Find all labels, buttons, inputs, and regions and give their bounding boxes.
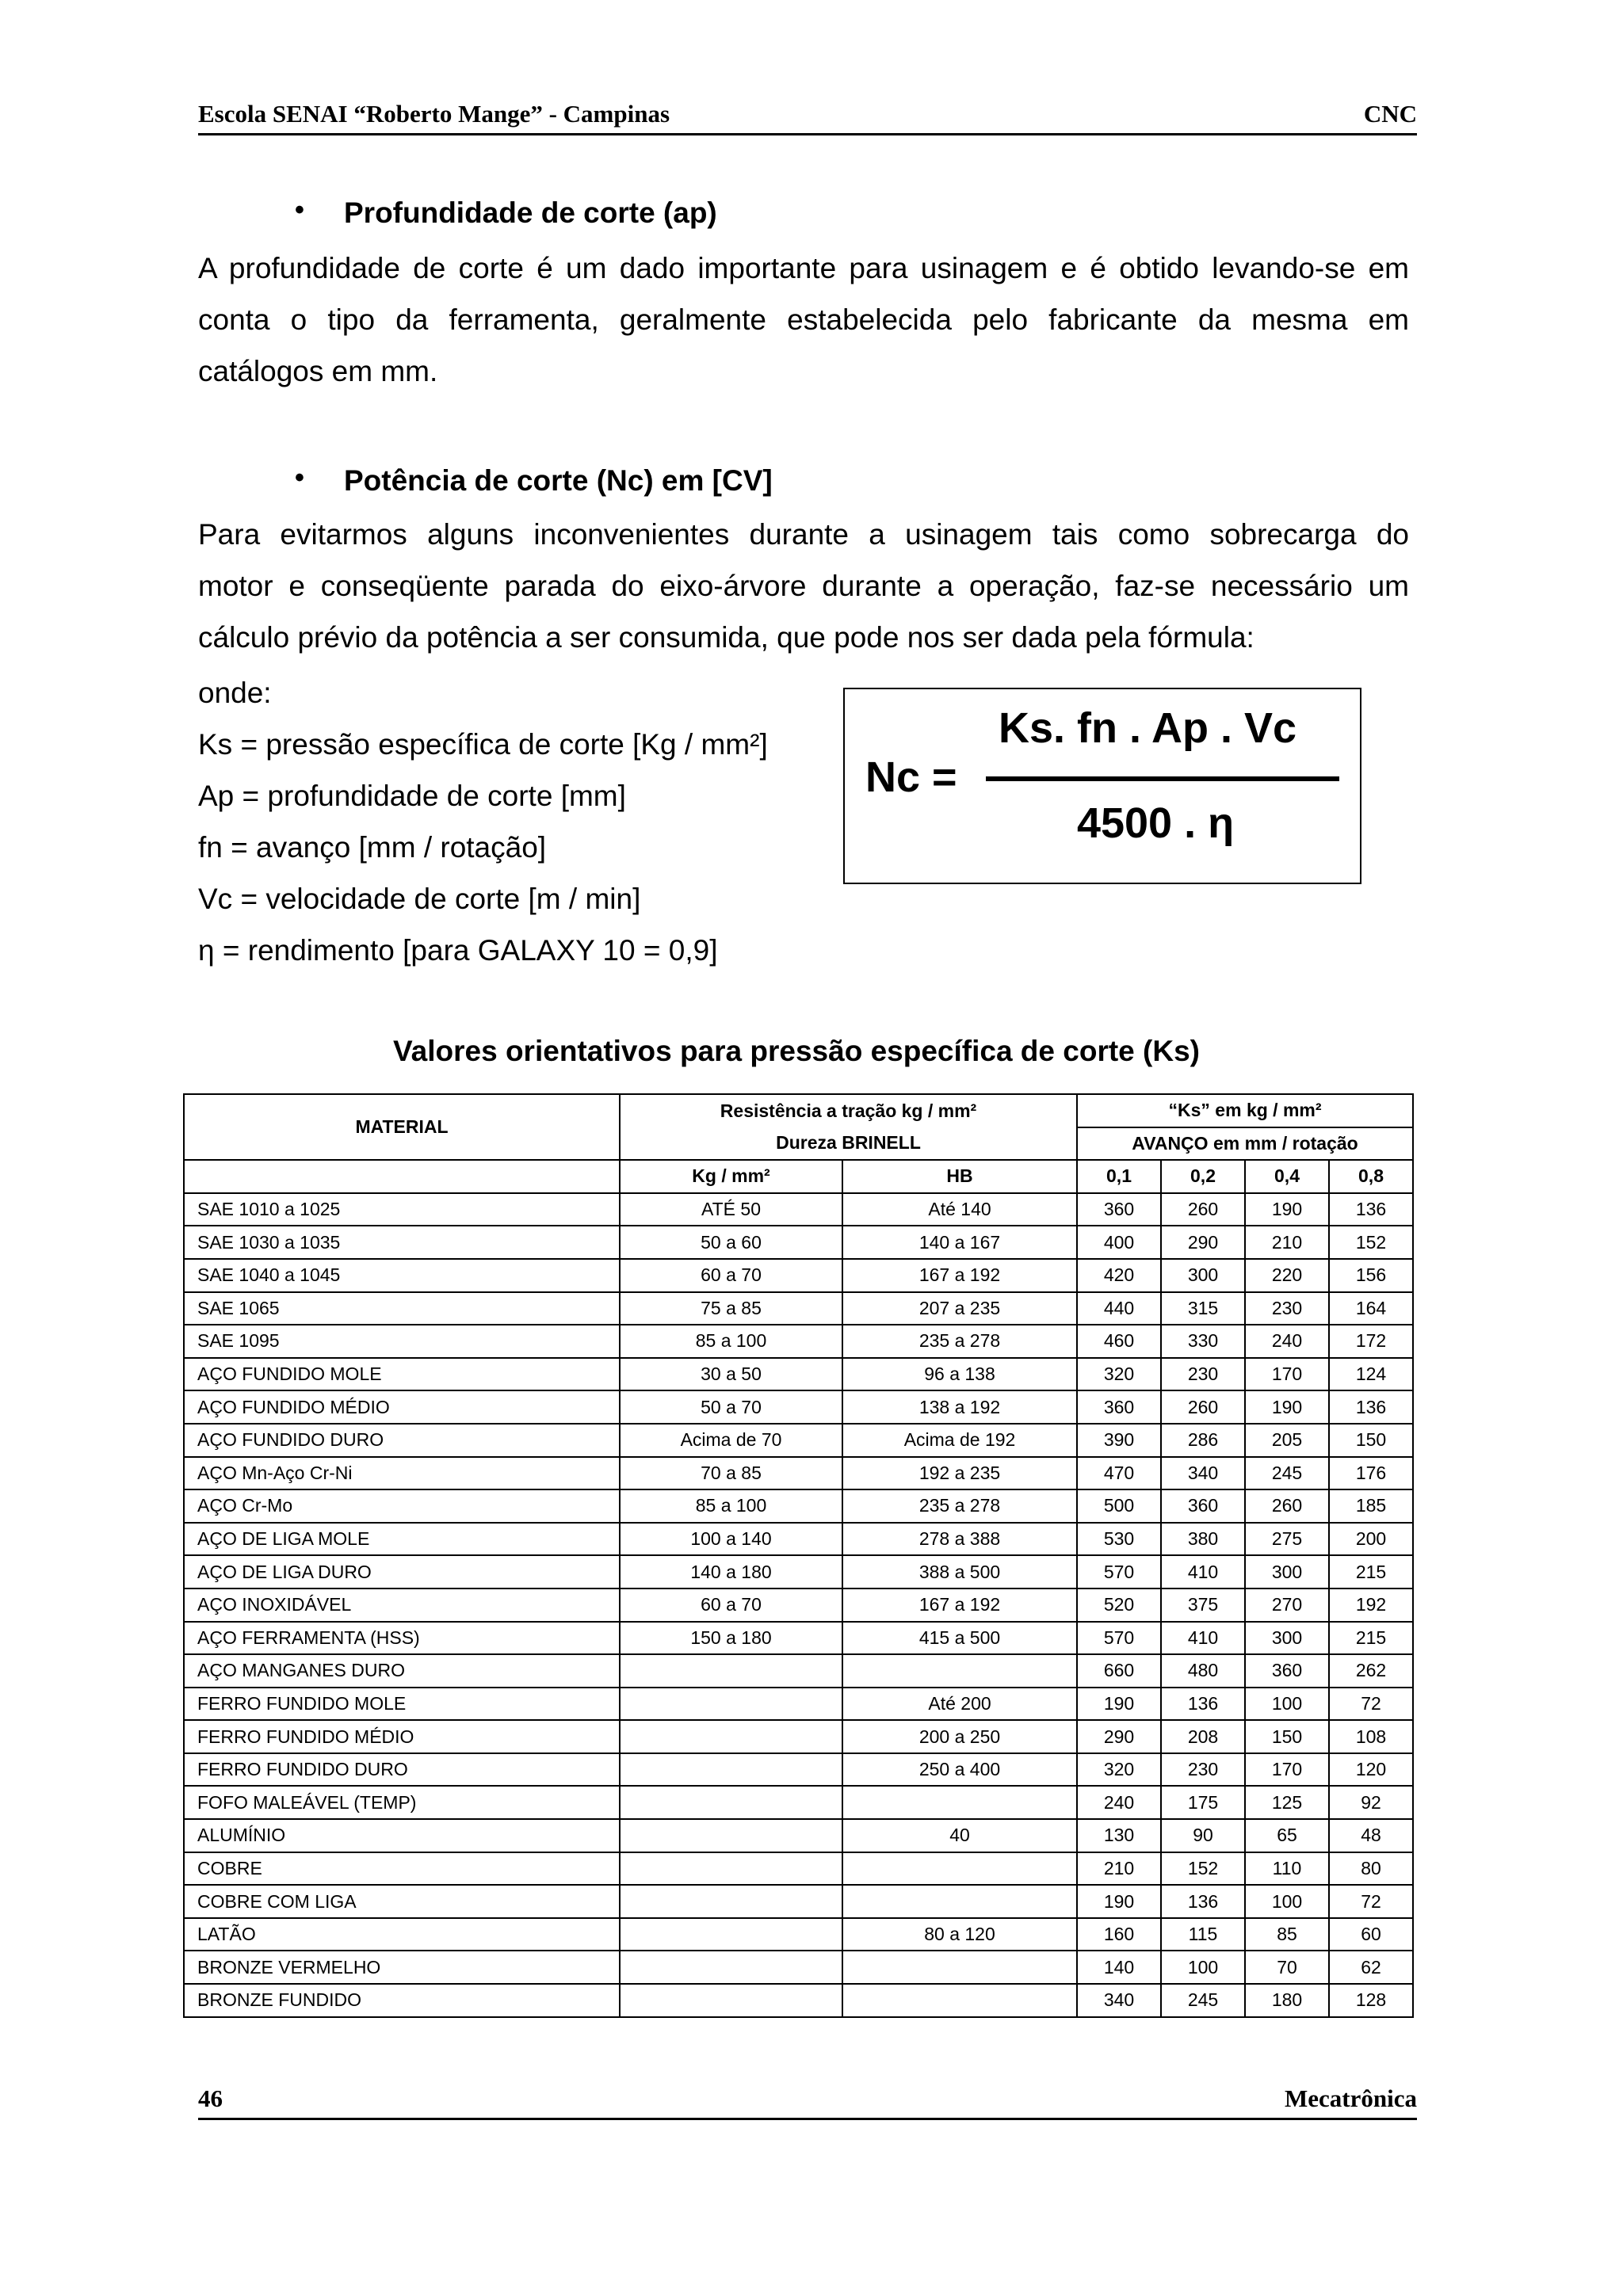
table-row xyxy=(184,1325,1413,1358)
table-row xyxy=(184,1688,1413,1721)
value-cell: 140 a 167 xyxy=(842,1226,1077,1259)
value-cell: 215 xyxy=(1329,1555,1413,1589)
table-row xyxy=(184,1885,1413,1918)
table-row xyxy=(184,1819,1413,1852)
value-cell: 360 xyxy=(1077,1193,1161,1226)
value-cell: 48 xyxy=(1329,1819,1413,1852)
value-cell: 380 xyxy=(1161,1523,1245,1556)
value-cell: 172 xyxy=(1329,1325,1413,1358)
value-cell: Acima de 192 xyxy=(842,1424,1077,1457)
material-cell: FERRO FUNDIDO DURO xyxy=(184,1753,620,1787)
value-cell xyxy=(842,1852,1077,1886)
value-cell: 160 xyxy=(1077,1918,1161,1951)
value-cell: 180 xyxy=(1245,1984,1329,2017)
value-cell: 660 xyxy=(1077,1654,1161,1688)
value-cell: 110 xyxy=(1245,1852,1329,1886)
ks-table xyxy=(183,1093,1414,2018)
definitions-list xyxy=(198,667,768,976)
table-row xyxy=(184,1654,1413,1688)
value-cell: 415 a 500 xyxy=(842,1622,1077,1655)
value-cell: 275 xyxy=(1245,1523,1329,1556)
value-cell: 262 xyxy=(1329,1654,1413,1688)
table-header-row xyxy=(184,1160,1413,1193)
value-cell: 100 xyxy=(1161,1951,1245,1984)
value-cell: 62 xyxy=(1329,1951,1413,1984)
material-cell: COBRE COM LIGA xyxy=(184,1885,620,1918)
table-row xyxy=(184,1951,1413,1984)
paragraph-profundidade xyxy=(198,242,1409,397)
header-resistencia: Resistência a tração kg / mm² xyxy=(620,1094,1077,1127)
material-cell: SAE 1095 xyxy=(184,1325,620,1358)
value-cell: 190 xyxy=(1077,1688,1161,1721)
value-cell: 207 a 235 xyxy=(842,1292,1077,1325)
header-feed-0-1: 0,1 xyxy=(1077,1160,1161,1193)
formula-numerator: Ks. fn . Ap . Vc xyxy=(998,704,1297,752)
value-cell: 170 xyxy=(1245,1753,1329,1787)
value-cell: 108 xyxy=(1329,1720,1413,1753)
value-cell: 290 xyxy=(1161,1226,1245,1259)
material-cell: SAE 1010 a 1025 xyxy=(184,1193,620,1226)
value-cell: 60 xyxy=(1329,1918,1413,1951)
paragraph-line: catálogos em mm. xyxy=(198,355,438,387)
value-cell: 230 xyxy=(1161,1358,1245,1391)
formula-denominator: 4500 . η xyxy=(1076,799,1235,847)
section-heading-profundidade xyxy=(295,195,717,230)
value-cell: 80 a 120 xyxy=(842,1918,1077,1951)
value-cell xyxy=(620,1918,842,1951)
value-cell: 500 xyxy=(1077,1489,1161,1523)
material-cell: AÇO FUNDIDO MOLE xyxy=(184,1358,620,1391)
value-cell: 96 a 138 xyxy=(842,1358,1077,1391)
material-cell: SAE 1040 a 1045 xyxy=(184,1259,620,1292)
table-row xyxy=(184,1523,1413,1556)
paragraph-line: Para evitarmos alguns inconvenientes durante a usinagem tais como sobrecarga do xyxy=(198,518,1409,551)
value-cell: 136 xyxy=(1329,1193,1413,1226)
definition-item: onde: xyxy=(198,677,272,709)
value-cell xyxy=(620,1852,842,1886)
value-cell: 420 xyxy=(1077,1259,1161,1292)
section-title: Potência de corte (Nc) em [CV] xyxy=(344,464,773,497)
value-cell: 315 xyxy=(1161,1292,1245,1325)
value-cell: 208 xyxy=(1161,1720,1245,1753)
value-cell: 320 xyxy=(1077,1753,1161,1787)
value-cell: 210 xyxy=(1245,1226,1329,1259)
header-school: Escola SENAI “Roberto Mange” - Campinas xyxy=(198,100,670,128)
table-row xyxy=(184,1555,1413,1589)
value-cell: ATÉ 50 xyxy=(620,1193,842,1226)
value-cell: 235 a 278 xyxy=(842,1325,1077,1358)
material-cell: AÇO Cr-Mo xyxy=(184,1489,620,1523)
material-cell: LATÃO xyxy=(184,1918,620,1951)
value-cell: 230 xyxy=(1161,1753,1245,1787)
material-cell: FOFO MALEÁVEL (TEMP) xyxy=(184,1786,620,1819)
value-cell: 152 xyxy=(1161,1852,1245,1886)
material-cell: AÇO MANGANES DURO xyxy=(184,1654,620,1688)
table-row xyxy=(184,1390,1413,1424)
header-ks: “Ks” em kg / mm² xyxy=(1077,1094,1413,1127)
value-cell: 92 xyxy=(1329,1786,1413,1819)
formula-box xyxy=(843,688,1361,884)
value-cell: 360 xyxy=(1245,1654,1329,1688)
value-cell: 150 a 180 xyxy=(620,1622,842,1655)
value-cell: 128 xyxy=(1329,1984,1413,2017)
value-cell: 260 xyxy=(1161,1390,1245,1424)
table-row xyxy=(184,1424,1413,1457)
value-cell: 140 a 180 xyxy=(620,1555,842,1589)
value-cell: 136 xyxy=(1161,1885,1245,1918)
table-row xyxy=(184,1984,1413,2017)
value-cell: 388 a 500 xyxy=(842,1555,1077,1589)
value-cell xyxy=(620,1984,842,2017)
value-cell: 60 a 70 xyxy=(620,1259,842,1292)
value-cell xyxy=(620,1720,842,1753)
table-row xyxy=(184,1622,1413,1655)
value-cell xyxy=(842,1885,1077,1918)
value-cell: 70 a 85 xyxy=(620,1457,842,1490)
value-cell: 200 a 250 xyxy=(842,1720,1077,1753)
value-cell: 175 xyxy=(1161,1786,1245,1819)
material-cell: AÇO FERRAMENTA (HSS) xyxy=(184,1622,620,1655)
value-cell: 470 xyxy=(1077,1457,1161,1490)
value-cell: 60 a 70 xyxy=(620,1589,842,1622)
header-feed-0-2: 0,2 xyxy=(1161,1160,1245,1193)
material-cell: AÇO INOXIDÁVEL xyxy=(184,1589,620,1622)
header-feed-0-4: 0,4 xyxy=(1245,1160,1329,1193)
table-row xyxy=(184,1786,1413,1819)
material-cell: SAE 1030 a 1035 xyxy=(184,1226,620,1259)
value-cell: 115 xyxy=(1161,1918,1245,1951)
value-cell: 120 xyxy=(1329,1753,1413,1787)
value-cell: 100 a 140 xyxy=(620,1523,842,1556)
value-cell: 170 xyxy=(1245,1358,1329,1391)
header-feed-0-8: 0,8 xyxy=(1329,1160,1413,1193)
material-cell: AÇO Mn-Aço Cr-Ni xyxy=(184,1457,620,1490)
paragraph-potencia xyxy=(198,509,1409,663)
value-cell: 240 xyxy=(1245,1325,1329,1358)
value-cell: Até 200 xyxy=(842,1688,1077,1721)
value-cell: 360 xyxy=(1077,1390,1161,1424)
value-cell: 167 a 192 xyxy=(842,1589,1077,1622)
value-cell: 480 xyxy=(1161,1654,1245,1688)
value-cell: 167 a 192 xyxy=(842,1259,1077,1292)
value-cell: 72 xyxy=(1329,1885,1413,1918)
page-number: 46 xyxy=(198,2084,223,2112)
value-cell: 570 xyxy=(1077,1622,1161,1655)
value-cell xyxy=(842,1786,1077,1819)
value-cell: 130 xyxy=(1077,1819,1161,1852)
value-cell: 100 xyxy=(1245,1885,1329,1918)
table-row xyxy=(184,1457,1413,1490)
value-cell: 245 xyxy=(1245,1457,1329,1490)
value-cell: 50 a 60 xyxy=(620,1226,842,1259)
value-cell: 70 xyxy=(1245,1951,1329,1984)
value-cell: 410 xyxy=(1161,1622,1245,1655)
value-cell: 440 xyxy=(1077,1292,1161,1325)
material-cell: BRONZE FUNDIDO xyxy=(184,1984,620,2017)
table-title: Valores orientativos para pressão específica de corte (Ks) xyxy=(393,1035,1200,1067)
value-cell: 75 a 85 xyxy=(620,1292,842,1325)
paragraph-line: motor e conseqüente parada do eixo-árvore durante a operação, faz-se necessário um xyxy=(198,570,1409,602)
value-cell: 205 xyxy=(1245,1424,1329,1457)
value-cell: 65 xyxy=(1245,1819,1329,1852)
value-cell: 72 xyxy=(1329,1688,1413,1721)
value-cell: 290 xyxy=(1077,1720,1161,1753)
value-cell xyxy=(620,1654,842,1688)
value-cell: 156 xyxy=(1329,1259,1413,1292)
material-cell: FERRO FUNDIDO MÉDIO xyxy=(184,1720,620,1753)
value-cell: 210 xyxy=(1077,1852,1161,1886)
value-cell: 50 a 70 xyxy=(620,1390,842,1424)
value-cell: 190 xyxy=(1245,1193,1329,1226)
value-cell: 152 xyxy=(1329,1226,1413,1259)
value-cell: 375 xyxy=(1161,1589,1245,1622)
value-cell xyxy=(620,1819,842,1852)
table-row xyxy=(184,1753,1413,1787)
table-row xyxy=(184,1852,1413,1886)
value-cell: 286 xyxy=(1161,1424,1245,1457)
value-cell: 530 xyxy=(1077,1523,1161,1556)
value-cell: 390 xyxy=(1077,1424,1161,1457)
header-avanco: AVANÇO em mm / rotação xyxy=(1077,1127,1413,1161)
table-row xyxy=(184,1358,1413,1391)
header-hb: HB xyxy=(842,1160,1077,1193)
value-cell: 300 xyxy=(1245,1555,1329,1589)
definition-item: Ks = pressão específica de corte [Kg / mm²] xyxy=(198,728,768,761)
value-cell: 570 xyxy=(1077,1555,1161,1589)
page-header xyxy=(198,93,1417,135)
value-cell: 245 xyxy=(1161,1984,1245,2017)
value-cell: 260 xyxy=(1245,1489,1329,1523)
value-cell: 40 xyxy=(842,1819,1077,1852)
value-cell: 80 xyxy=(1329,1852,1413,1886)
value-cell: 240 xyxy=(1077,1786,1161,1819)
value-cell: 190 xyxy=(1077,1885,1161,1918)
value-cell: 140 xyxy=(1077,1951,1161,1984)
value-cell: 185 xyxy=(1329,1489,1413,1523)
definition-item: Vc = velocidade de corte [m / min] xyxy=(198,883,641,915)
value-cell: 124 xyxy=(1329,1358,1413,1391)
value-cell: 340 xyxy=(1077,1984,1161,2017)
material-cell: AÇO DE LIGA MOLE xyxy=(184,1523,620,1556)
fraction-bar xyxy=(986,776,1339,781)
table-row xyxy=(184,1292,1413,1325)
value-cell: 85 xyxy=(1245,1918,1329,1951)
value-cell: 100 xyxy=(1245,1688,1329,1721)
table-row xyxy=(184,1720,1413,1753)
value-cell: 340 xyxy=(1161,1457,1245,1490)
value-cell xyxy=(620,1885,842,1918)
value-cell: 520 xyxy=(1077,1589,1161,1622)
section-heading-potencia xyxy=(295,463,773,498)
paragraph-line: A profundidade de corte é um dado importante para usinagem e é obtido levando-se em xyxy=(198,252,1409,284)
definition-item: fn = avanço [mm / rotação] xyxy=(198,831,547,864)
table-row xyxy=(184,1489,1413,1523)
value-cell: 200 xyxy=(1329,1523,1413,1556)
value-cell: 410 xyxy=(1161,1555,1245,1589)
value-cell: Até 140 xyxy=(842,1193,1077,1226)
value-cell: 150 xyxy=(1329,1424,1413,1457)
value-cell: 190 xyxy=(1245,1390,1329,1424)
value-cell: 30 a 50 xyxy=(620,1358,842,1391)
table-row xyxy=(184,1918,1413,1951)
material-cell: AÇO FUNDIDO MÉDIO xyxy=(184,1390,620,1424)
paragraph-line: conta o tipo da ferramenta, geralmente estabelecida pelo fabricante da mesma em xyxy=(198,303,1409,336)
value-cell: 164 xyxy=(1329,1292,1413,1325)
material-cell: FERRO FUNDIDO MOLE xyxy=(184,1688,620,1721)
material-cell: AÇO FUNDIDO DURO xyxy=(184,1424,620,1457)
value-cell: 320 xyxy=(1077,1358,1161,1391)
value-cell xyxy=(620,1951,842,1984)
header-dureza: Dureza BRINELL xyxy=(620,1127,1077,1161)
value-cell: 230 xyxy=(1245,1292,1329,1325)
value-cell: Acima de 70 xyxy=(620,1424,842,1457)
material-cell: COBRE xyxy=(184,1852,620,1886)
value-cell: 300 xyxy=(1245,1622,1329,1655)
value-cell: 360 xyxy=(1161,1489,1245,1523)
value-cell: 85 a 100 xyxy=(620,1489,842,1523)
value-cell: 138 a 192 xyxy=(842,1390,1077,1424)
material-cell: AÇO DE LIGA DURO xyxy=(184,1555,620,1589)
value-cell: 250 a 400 xyxy=(842,1753,1077,1787)
value-cell: 192 xyxy=(1329,1589,1413,1622)
value-cell: 270 xyxy=(1245,1589,1329,1622)
value-cell: 215 xyxy=(1329,1622,1413,1655)
material-cell: SAE 1065 xyxy=(184,1292,620,1325)
definition-item: η = rendimento [para GALAXY 10 = 0,9] xyxy=(198,934,718,967)
value-cell: 300 xyxy=(1161,1259,1245,1292)
header-material: MATERIAL xyxy=(184,1094,620,1160)
value-cell: 136 xyxy=(1161,1688,1245,1721)
value-cell xyxy=(620,1786,842,1819)
value-cell: 260 xyxy=(1161,1193,1245,1226)
material-cell: ALUMÍNIO xyxy=(184,1819,620,1852)
bullet-icon: • xyxy=(295,195,304,225)
section-title: Profundidade de corte (ap) xyxy=(344,196,717,229)
value-cell xyxy=(620,1753,842,1787)
page-footer xyxy=(198,2080,1417,2120)
header-subject: CNC xyxy=(1363,100,1417,128)
value-cell xyxy=(842,1654,1077,1688)
value-cell xyxy=(842,1984,1077,2017)
value-cell: 150 xyxy=(1245,1720,1329,1753)
value-cell: 85 a 100 xyxy=(620,1325,842,1358)
material-cell: BRONZE VERMELHO xyxy=(184,1951,620,1984)
value-cell xyxy=(842,1951,1077,1984)
header-empty xyxy=(184,1160,620,1193)
value-cell: 400 xyxy=(1077,1226,1161,1259)
value-cell: 192 a 235 xyxy=(842,1457,1077,1490)
value-cell: 220 xyxy=(1245,1259,1329,1292)
formula-lhs: Nc = xyxy=(865,753,957,801)
footer-course: Mecatrônica xyxy=(1285,2084,1417,2112)
table-row xyxy=(184,1193,1413,1226)
value-cell: 235 a 278 xyxy=(842,1489,1077,1523)
header-kg: Kg / mm² xyxy=(620,1160,842,1193)
bullet-icon: • xyxy=(295,463,304,493)
paragraph-line: cálculo prévio da potência a ser consumida, que pode nos ser dada pela fórmula: xyxy=(198,621,1254,654)
table-row xyxy=(184,1259,1413,1292)
value-cell xyxy=(620,1688,842,1721)
value-cell: 460 xyxy=(1077,1325,1161,1358)
definition-item: Ap = profundidade de corte [mm] xyxy=(198,780,626,812)
value-cell: 136 xyxy=(1329,1390,1413,1424)
table-header-row xyxy=(184,1094,1413,1127)
value-cell: 176 xyxy=(1329,1457,1413,1490)
value-cell: 330 xyxy=(1161,1325,1245,1358)
table-row xyxy=(184,1226,1413,1259)
table-row xyxy=(184,1589,1413,1622)
value-cell: 278 a 388 xyxy=(842,1523,1077,1556)
value-cell: 90 xyxy=(1161,1819,1245,1852)
value-cell: 125 xyxy=(1245,1786,1329,1819)
